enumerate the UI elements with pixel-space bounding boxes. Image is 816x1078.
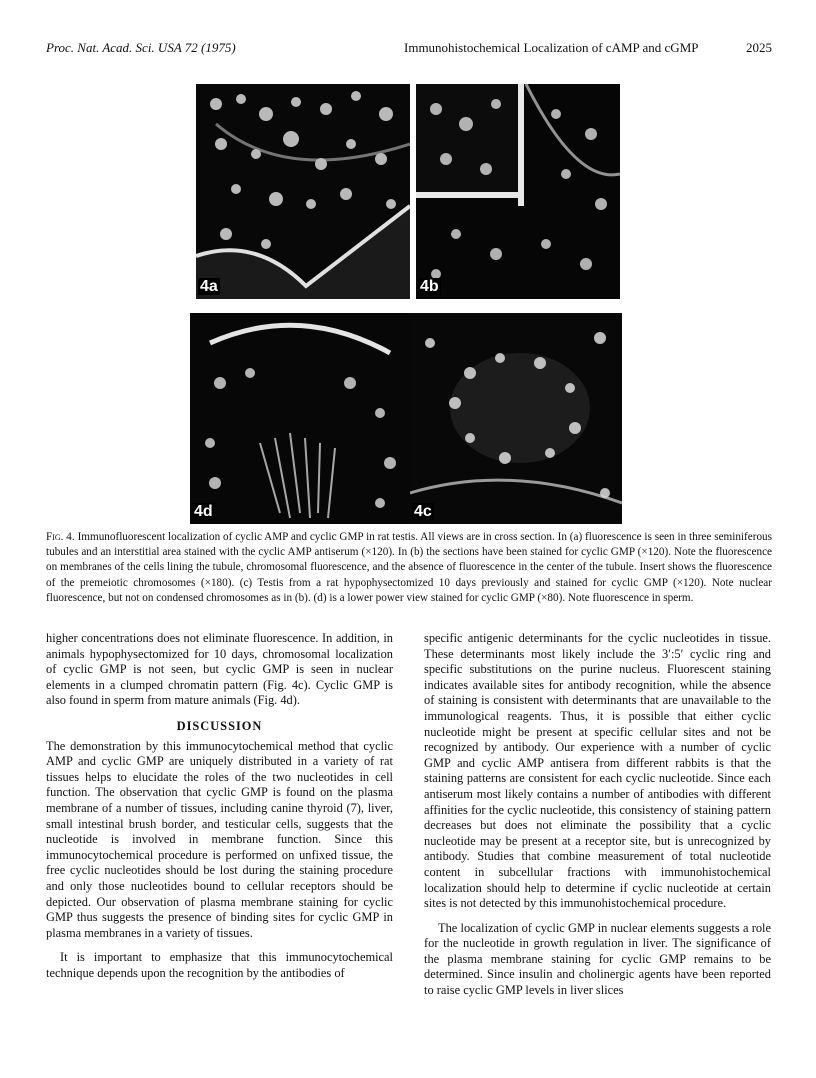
figure-caption-text: Immunofluorescent localization of cyclic AMP and cyclic GMP in rat testis. All views are in cross section. In (a) fluorescence is seen in three seminiferous tubules and an interstitial area stained with the cyclic AMP antiserum (×120). In (b) the sections have been stained for cyclic GMP (×120). Note the fluorescence on membranes of the cells lining the tubule, chromosomal fluorescence, and the absence of fluorescence in the center of the tubule. Insert shows the fluorescence of the premeiotic chromosomes (×180). (c) Testis from a rat hypophysectomized 10 days previously and stained for cyclic GMP (×120). Note nuclear fluorescence, but not on condensed chromosomes as in (b). (d) is a lower power view stained for cyclic GMP (×80). Note fluorescence in sperm. xyxy=(46,531,773,604)
micrograph-texture-4d xyxy=(190,313,410,524)
micrograph-panel-4a xyxy=(196,84,410,299)
micrograph-texture-4a xyxy=(196,84,410,299)
panel-label-4c: 4c xyxy=(414,503,432,520)
section-heading-discussion: DISCUSSION xyxy=(176,718,263,733)
running-title: Immunohistochemical Localization of cAMP and cGMP xyxy=(404,40,699,55)
micrograph-texture-4b xyxy=(416,84,620,299)
journal-citation: Proc. Nat. Acad. Sci. USA 72 (1975) xyxy=(46,40,236,55)
panel-label-4b: 4b xyxy=(420,278,439,295)
right-column xyxy=(424,631,771,999)
body-paragraph: higher concentrations does not eliminate fluorescence. In addition, in animals hypophysectomized for 10 days, chromosomal localization of cyclic GMP is not seen, but cyclic GMP is seen in nuclear elements in a clumped chromatin pattern (Fig. 4c). Cyclic GMP is also found in sperm from mature animals (Fig. 4d). xyxy=(46,631,393,708)
body-paragraph: specific antigenic determinants for the cyclic nucleotides in tissue. These determinants most likely include the 3′:5′ cyclic ring and specific substitutions on the purine nucleus. Fluorescent staining indicates available sites for antibody recognition, while the absence of staining is consistent with determinants that are unavailable to the immunological reagents. Thus, it is possible that either cyclic nucleotide might be present at specific cellular sites and not be recognized by antibody. Our experience with a number of cyclic GMP and cyclic AMP antisera from different rabbits is that the staining patterns are consistent for each cyclic nucleotide. Since each antiserum most likely contains a number of antibodies with different affinities for the cyclic nucleotide, this consistency of staining pattern decreases but does not eliminate the possibility that a cyclic nucleotide may be present at a receptor site, but is unrecognized by antibody. Studies that combine measurement of total nucleotide content in subcellular fractions with immunohistochemical localization should help to determine if cyclic nucleotide at certain sites is not detected by this immunohistochemical procedure. xyxy=(424,631,771,911)
body-paragraph: It is important to emphasize that this immunocytochemical technique depends upon the recognition by the antibodies of xyxy=(46,950,393,980)
figure-caption xyxy=(46,530,772,606)
body-paragraph: The demonstration by this immunocytochemical method that cyclic AMP and cyclic GMP are uniquely distributed in a variety of rat tissues helps to elucidate the roles of the two nucleotides in cell function. The observation that cyclic GMP is found on the plasma membrane of a number of tissues, including canine thyroid (7), liver, small intestinal brush border, and testicular cells, suggests that the nucleotide is involved in membrane function. Since this immunocytochemical procedure is performed on unfixed tissue, the free cyclic nucleotides should be lost during the staining procedure and only those nucleotides bound to cellular receptors should be depicted. Our observation of plasma membrane staining for cyclic GMP thus suggests the presence of binding sites for cyclic GMP in plasma membranes in a variety of tissues. xyxy=(46,738,393,940)
left-column xyxy=(46,631,393,981)
micrograph-texture-4c xyxy=(410,313,622,524)
micrograph-panel-4c xyxy=(410,313,622,524)
running-header xyxy=(46,40,772,58)
page-number: 2025 xyxy=(746,40,772,55)
body-paragraph: The localization of cyclic GMP in nuclear elements suggests a role for the nucleotide in growth regulation in liver. The significance of the plasma membrane staining for cyclic GMP remains to be determined. Since insulin and cholinergic agents have been reported to raise cyclic GMP levels in liver slices xyxy=(424,920,771,998)
figure-label: Fig. 4. xyxy=(46,531,75,543)
micrograph-panel-4b xyxy=(416,84,620,299)
panel-label-4a: 4a xyxy=(200,278,218,295)
panel-label-4d: 4d xyxy=(194,503,213,520)
micrograph-panel-4d xyxy=(190,313,410,524)
